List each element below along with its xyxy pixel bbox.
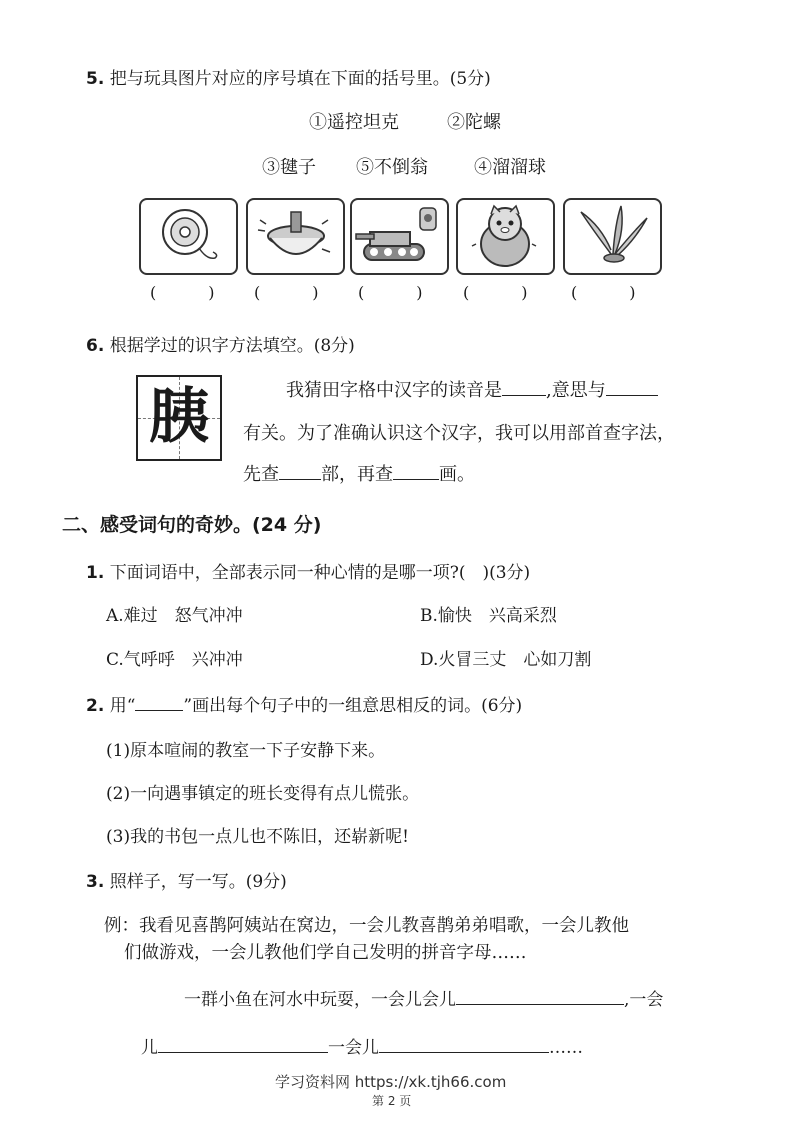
s2q3-text: 照样子，写一写。(9分) xyxy=(109,872,287,892)
q6-line3: 先查 部，再查 画。 xyxy=(243,464,475,485)
s2q1-number: 1. xyxy=(86,563,105,583)
s2q3-line xyxy=(86,867,287,892)
task-line-1: 一群小鱼在河水中玩耍，一会儿会儿 ,一会 xyxy=(184,990,664,1010)
yoyo-picture xyxy=(139,198,238,275)
q5-option-1: ①遥控坦克 xyxy=(309,112,399,133)
spinning-top-picture xyxy=(246,198,345,275)
s2q1-option-c[interactable]: C.气呼呼 兴冲冲 xyxy=(106,650,243,670)
example-line-2: 们做游戏，一会儿教他们学自己发明的拼音字母…… xyxy=(124,943,527,963)
shuttlecock-picture xyxy=(563,198,662,275)
q6-text: 根据学过的识字方法填空。(8分) xyxy=(109,336,355,356)
shuttlecock-icon xyxy=(565,200,660,273)
section2-title: 二、感受词句的奇妙。(24 分) xyxy=(62,514,322,536)
stroke-count-blank[interactable] xyxy=(393,463,439,480)
q5-option-3: ③毽子 xyxy=(262,157,316,178)
s2q1-option-d[interactable]: D.火冒三丈 心如刀割 xyxy=(420,650,592,670)
remote-tank-picture xyxy=(350,198,449,275)
answer-paren-5[interactable]: ( ) xyxy=(571,283,636,302)
s2q1-line xyxy=(86,558,530,583)
grid-character: 胰 xyxy=(149,382,209,452)
s2q2-sentence-2[interactable]: (2)一向遇事镇定的班长变得有点儿慌张。 xyxy=(106,784,420,804)
meaning-blank[interactable] xyxy=(606,379,658,396)
task-line-2: 儿 一会儿 …… xyxy=(141,1038,583,1058)
tian-zi-grid xyxy=(136,375,222,461)
s2q2-sentence-1[interactable]: (1)原本喧闹的教室一下子安静下来。 xyxy=(106,741,386,761)
pronunciation-blank[interactable] xyxy=(502,379,546,396)
q5-option-2: ②陀螺 xyxy=(447,112,501,133)
q6-line2: 有关。为了准确认识这个汉字，我可以用部首查字法， xyxy=(243,423,675,444)
underline-sample xyxy=(135,694,183,711)
remote-tank-icon xyxy=(352,200,447,273)
task-blank-3[interactable] xyxy=(379,1036,549,1053)
q5-number: 5. xyxy=(86,69,105,89)
s2q1-text[interactable]: 下面词语中，全部表示同一种心情的是哪一项?( )(3分) xyxy=(109,563,531,583)
s2q3-number: 3. xyxy=(86,872,105,892)
q5-line xyxy=(86,64,491,89)
answer-paren-3[interactable]: ( ) xyxy=(358,283,423,302)
spinning-top-icon xyxy=(248,200,343,273)
s2q2-sentence-3[interactable]: (3)我的书包一点儿也不陈旧，还崭新呢! xyxy=(106,827,409,847)
answer-paren-1[interactable]: ( ) xyxy=(150,283,215,302)
task-blank-1[interactable] xyxy=(456,988,624,1005)
watermark-text: 学习资料网 https://xk.tjh66.com xyxy=(275,1073,507,1091)
tumbler-doll-icon xyxy=(458,200,553,273)
s2q1-option-b[interactable]: B.愉快 兴高采烈 xyxy=(420,606,557,626)
yoyo-icon xyxy=(141,200,236,273)
task-blank-2[interactable] xyxy=(158,1036,328,1053)
example-line-1: 例：我看见喜鹊阿姨站在窝边，一会儿教喜鹊弟弟唱歌，一会儿教他 xyxy=(104,916,629,936)
q6-line1: 我猜田字格中汉字的读音是 ,意思与 xyxy=(286,376,658,402)
q5-option-5: ⑤不倒翁 xyxy=(356,157,428,178)
q6-number: 6. xyxy=(86,336,105,356)
s2q2-line: 2. 用“ ”画出每个句子中的一组意思相反的词。(6分) xyxy=(86,696,523,716)
s2q1-option-a[interactable]: A.难过 怒气冲冲 xyxy=(106,606,243,626)
page-number: 第 2 页 xyxy=(372,1094,412,1108)
q6-line xyxy=(86,331,355,356)
answer-paren-4[interactable]: ( ) xyxy=(463,283,528,302)
s2q2-number: 2. xyxy=(86,696,105,716)
tumbler-doll-picture xyxy=(456,198,555,275)
radical-blank[interactable] xyxy=(279,463,321,480)
q5-option-4: ④溜溜球 xyxy=(474,157,546,178)
q5-text: 把与玩具图片对应的序号填在下面的括号里。(5分) xyxy=(109,69,491,89)
answer-paren-2[interactable]: ( ) xyxy=(254,283,319,302)
